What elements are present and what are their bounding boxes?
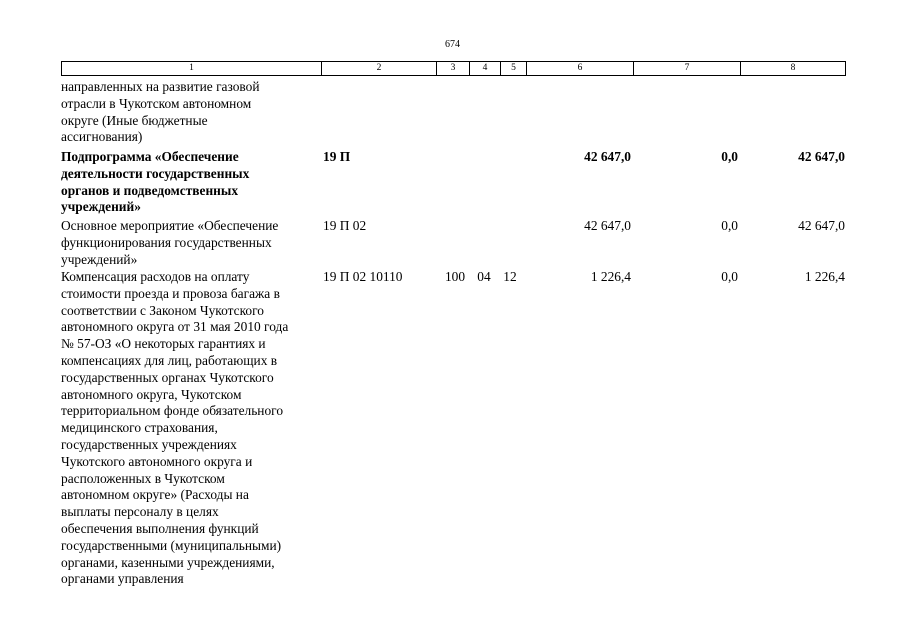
- header-col-3: 3: [436, 62, 469, 75]
- row-sum-col7: 0,0: [721, 269, 738, 284]
- header-col-5: 5: [500, 62, 526, 75]
- row-sum-col8: 1 226,4: [804, 269, 845, 284]
- header-col-1: 1: [189, 63, 194, 73]
- row-sum-col6: 42 647,0: [584, 149, 631, 164]
- row-description: Основное мероприятие «Обеспечение функционирования государственных учреждений»: [61, 218, 279, 267]
- table-header-row: [61, 61, 846, 76]
- row-sum-col6: 1 226,4: [590, 269, 631, 284]
- header-col-4: 4: [469, 62, 500, 75]
- row-sum-col6: 42 647,0: [584, 218, 631, 233]
- row-description: направленных на развитие газовой отрасли в Чукотском автономном округе (Иные бюджетные ассигнования): [61, 79, 260, 145]
- row-sum-col7: 0,0: [721, 149, 738, 164]
- row-code: 19 П 02 10110: [323, 269, 403, 284]
- header-col-2: 2: [321, 62, 436, 75]
- header-col-6: 6: [526, 62, 633, 75]
- header-col-7: 7: [633, 62, 740, 75]
- row-pr: 12: [503, 269, 517, 284]
- row-description: Компенсация расходов на оплату стоимости проезда и провоза багажа в соответствии с Законом Чукотского автономного округа от 31 мая 2010 года № 57-ОЗ «О некоторых гарантиях и компенсациях для лиц, работающих в государственных органах Чукотского автономного округа, Чукотском территориальном фонде обязательного медицинского страхования, государственных учреждениях Чукотского автономного округа и расположенных в Чукотском автономном округе» (Расходы на выплаты персоналу в целях обеспечения выполнения функций государственными (муниципальными) органами, казенными учреждениями, органами управления: [61, 269, 289, 587]
- row-code: 19 П: [323, 149, 351, 164]
- row-code: 19 П 02: [323, 218, 367, 233]
- header-col-8: 8: [740, 62, 845, 75]
- row-vr: 100: [444, 269, 466, 284]
- row-rz: 04: [477, 269, 491, 284]
- row-description: Подпрограмма «Обеспечение деятельности государственных органов и подведомственных учреждений»: [61, 149, 250, 215]
- page-number: 674: [445, 39, 460, 50]
- row-sum-col8: 42 647,0: [798, 218, 845, 233]
- row-sum-col7: 0,0: [721, 218, 738, 233]
- row-sum-col8: 42 647,0: [798, 149, 845, 164]
